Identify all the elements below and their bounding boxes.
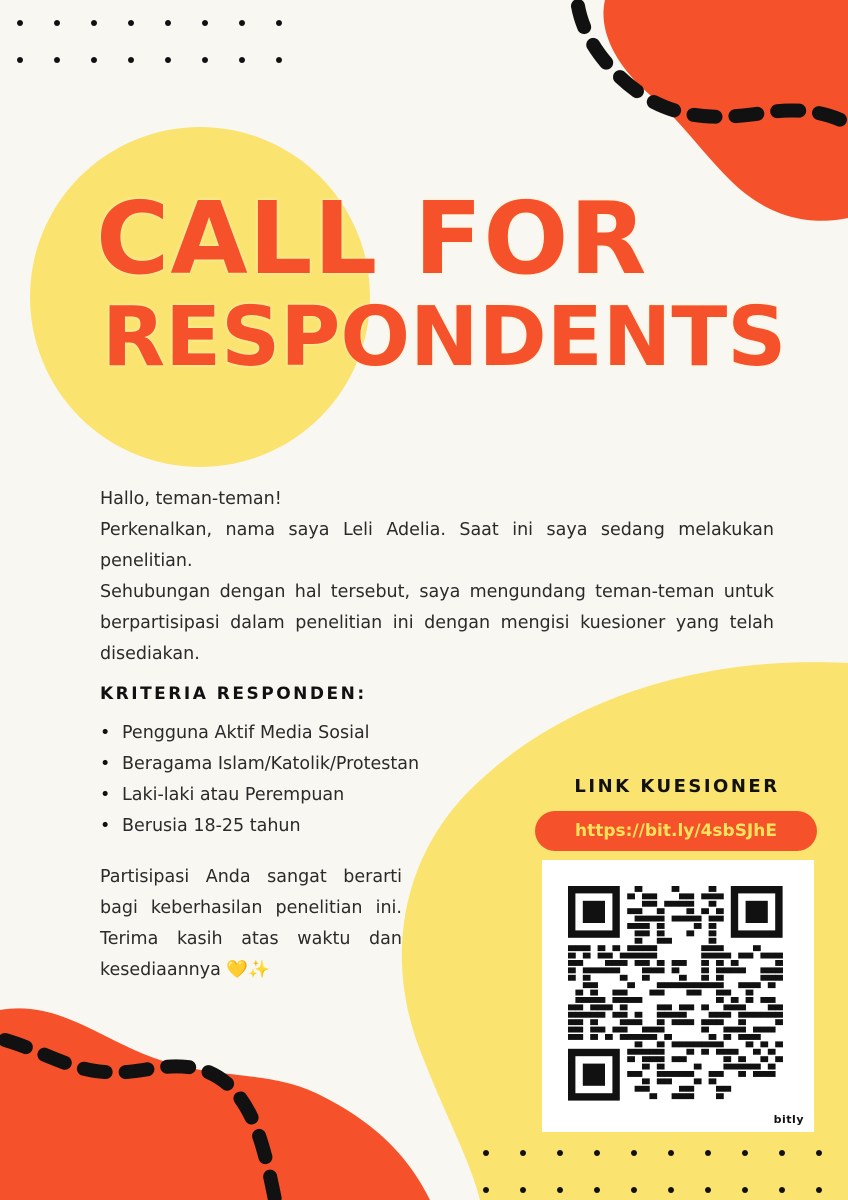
intro-text — [100, 484, 774, 670]
dot-grid-top-left-icon — [17, 20, 282, 63]
sparkle-emoji-icon: ✨ — [248, 960, 271, 980]
criteria-item: • Pengguna Aktif Media Sosial — [100, 718, 419, 749]
criteria-item: • Laki-laki atau Perempuan — [100, 780, 419, 811]
heart-emoji-icon: 💛 — [226, 960, 249, 980]
introduction: Perkenalkan, nama saya Leli Adelia. Saat ini saya sedang melakukan penelitian. — [100, 520, 774, 571]
bottom-left-orange-blob — [0, 1008, 430, 1200]
closing-text — [100, 862, 402, 986]
closing-message: Partisipasi Anda sangat berarti bagi keberhasilan penelitian ini. Terima kasih atas waktu dan kesediaannya — [100, 867, 402, 980]
criteria-heading: KRITERIA RESPONDEN: — [100, 684, 367, 704]
invitation: Sehubungan dengan hal tersebut, saya mengundang teman-teman untuk berpartisipasi dalam penelitian ini dengan mengisi kuesioner yang telah disediakan. — [100, 582, 774, 664]
criteria-list — [100, 718, 419, 842]
criteria-item: • Beragama Islam/Katolik/Protestan — [100, 749, 419, 780]
questionnaire-link[interactable]: https://bit.ly/4sbSJhE — [535, 811, 817, 851]
qr-brand-label: bitly — [773, 1113, 804, 1126]
link-heading: LINK KUESIONER — [574, 776, 780, 797]
criteria-item: • Berusia 18-25 tahun — [100, 811, 419, 842]
title-line-2: RESPONDENTS — [102, 290, 787, 385]
title-line-1: CALL FOR — [96, 180, 648, 297]
greeting: Hallo, teman-teman! — [100, 489, 282, 509]
qr-code-pattern — [542, 860, 814, 1132]
qr-code-icon[interactable] — [542, 860, 814, 1132]
